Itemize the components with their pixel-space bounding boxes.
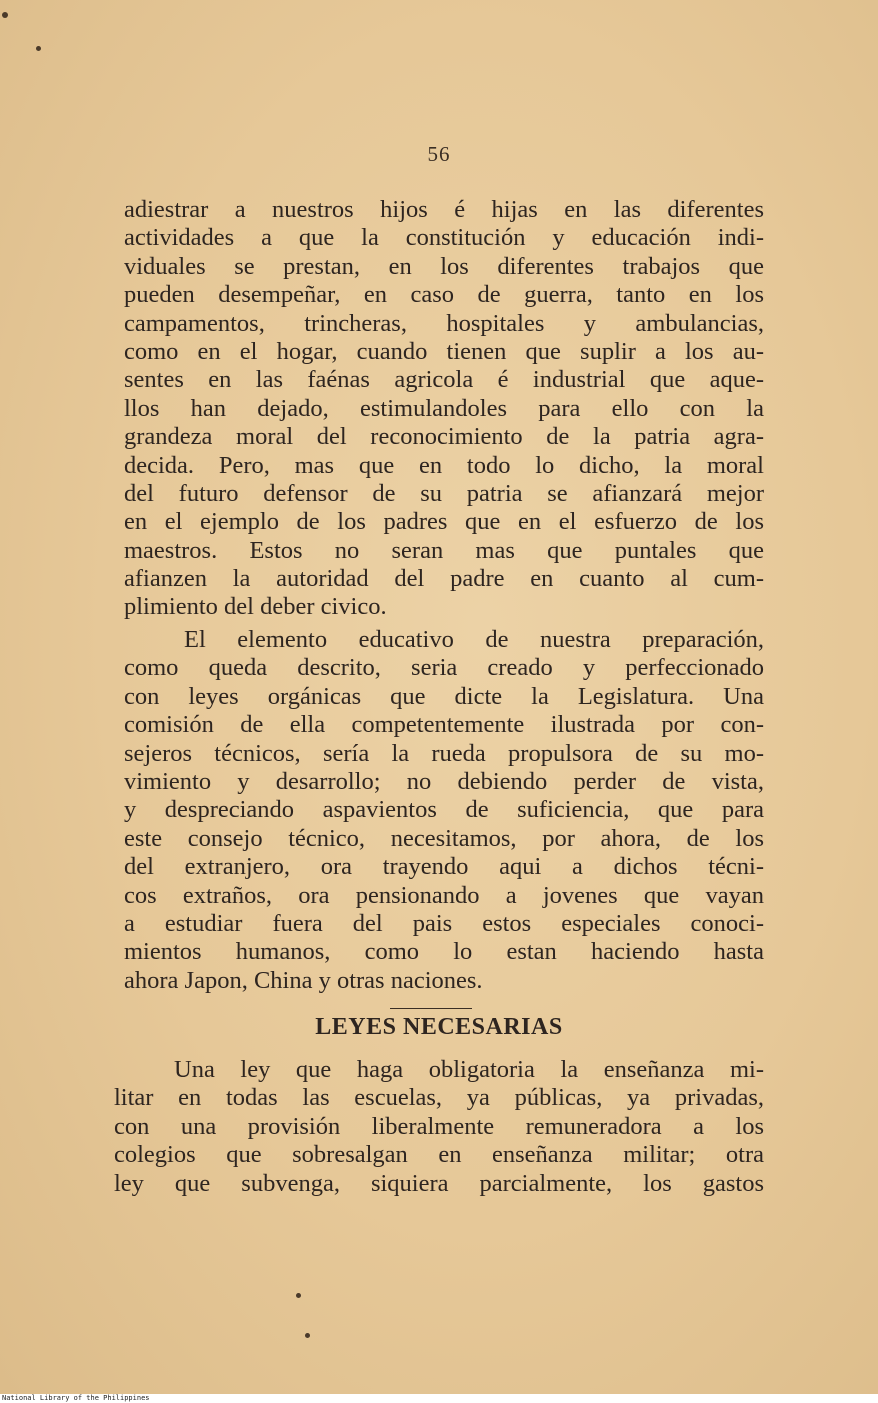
ink-speck xyxy=(296,1293,301,1298)
page-number: 56 xyxy=(427,142,451,166)
text-line: en el ejemplo de los padres que en el esfuerzo de los xyxy=(124,508,764,536)
text-line: este consejo técnico, necesitamos, por ahora, de los xyxy=(124,824,764,852)
text-line: con leyes orgánicas que dicte la Legislatura. Una xyxy=(124,682,764,710)
text-line: como en el hogar, cuando tienen que suplir a los au- xyxy=(124,337,764,365)
text-line: El elemento educativo de nuestra preparación, xyxy=(184,626,764,653)
paragraph-1 xyxy=(124,196,764,622)
text-line: con una provisión liberalmente remuneradora a los xyxy=(114,1112,764,1140)
paragraph-3 xyxy=(114,1056,764,1198)
text-line: viduales se prestan, en los diferentes trabajos que xyxy=(124,252,764,280)
text-line: colegios que sobresalgan en enseñanza militar; otra xyxy=(114,1141,764,1169)
text-line: adiestrar a nuestros hijos é hijas en las diferentes xyxy=(124,196,764,223)
text-line: del extranjero, ora trayendo aqui a dichos técni- xyxy=(124,853,764,881)
paragraph-2 xyxy=(124,626,764,995)
text-line: sejeros técnicos, sería la rueda propulsora de su mo- xyxy=(124,739,764,767)
text-line: ley que subvenga, siquiera parcialmente, los gastos xyxy=(114,1169,764,1197)
text-line: grandeza moral del reconocimiento de la patria agra- xyxy=(124,423,764,451)
text-line: mientos humanos, como lo estan haciendo hasta xyxy=(124,938,764,966)
text-line: pueden desempeñar, en caso de guerra, tanto en los xyxy=(124,281,764,309)
text-line: cos extraños, ora pensionando a jovenes que vayan xyxy=(124,881,764,909)
text-line: campamentos, trincheras, hospitales y ambulancias, xyxy=(124,309,764,337)
section-heading: LEYES NECESARIAS xyxy=(315,1014,563,1040)
text-line: maestros. Estos no seran mas que puntales que xyxy=(124,536,764,564)
text-line: como queda descrito, seria creado y perfeccionado xyxy=(124,654,764,682)
text-line: decida. Pero, mas que en todo lo dicho, la moral xyxy=(124,451,764,479)
text-line: Una ley que haga obligatoria la enseñanza mi- xyxy=(174,1056,764,1083)
ink-speck xyxy=(36,46,41,51)
text-line: afianzen la autoridad del padre en cuanto al cum- xyxy=(124,565,764,593)
text-line: litar en todas las escuelas, ya públicas, ya privadas, xyxy=(114,1084,764,1112)
text-line: vimiento y desarrollo; no debiendo perder de vista, xyxy=(124,767,764,795)
text-line: ahora Japon, China y otras naciones. xyxy=(124,966,483,994)
text-line: del futuro defensor de su patria se afianzará mejor xyxy=(124,479,764,507)
text-line: comisión de ella competentemente ilustrada por con- xyxy=(124,711,764,739)
section-divider xyxy=(390,1008,472,1009)
text-line: a estudiar fuera del pais estos especiales conoci- xyxy=(124,909,764,937)
ink-speck xyxy=(305,1333,310,1338)
text-line: actividades a que la constitución y educación indi- xyxy=(124,224,764,252)
ink-speck xyxy=(2,12,8,18)
library-credit: National Library of the Philippines xyxy=(2,1394,150,1402)
text-line: plimiento del deber civico. xyxy=(124,593,387,621)
text-line: llos han dejado, estimulandoles para ello con la xyxy=(124,394,764,422)
text-line: sentes en las faénas agricola é industrial que aque- xyxy=(124,366,764,394)
text-line: y despreciando aspavientos de suficiencia, que para xyxy=(124,796,764,824)
